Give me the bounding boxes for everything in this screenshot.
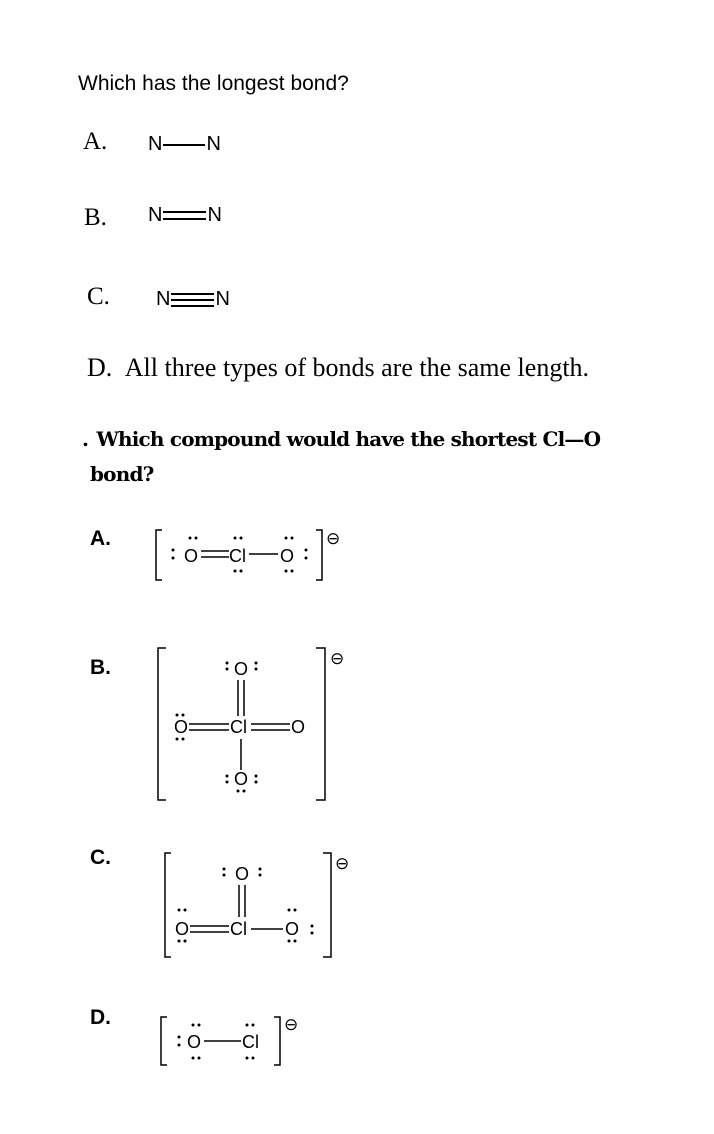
- double-bond: [163, 211, 206, 220]
- negative-charge: ⊖: [284, 1015, 299, 1034]
- atom-n: N: [156, 288, 171, 310]
- negative-charge: ⊖: [335, 854, 350, 873]
- q2-option-b-letter[interactable]: B.: [90, 656, 111, 679]
- question-2-line2: bond?: [90, 462, 154, 486]
- atom-o: O: [235, 864, 250, 884]
- atom-o: O: [187, 1032, 202, 1052]
- single-bond: [163, 144, 205, 146]
- q1-option-b-letter[interactable]: B.: [84, 204, 107, 231]
- q2-option-b-structure[interactable]: [140, 640, 360, 805]
- q2-option-a-structure[interactable]: [150, 525, 370, 585]
- q1-option-d[interactable]: [87, 353, 589, 383]
- question-2-line1: Which compound would have the shortest Cl—O: [96, 427, 601, 451]
- atom-n: N: [215, 288, 230, 310]
- atom-cl: Cl: [230, 919, 247, 939]
- question-2-prompt: [82, 427, 600, 451]
- triple-bond: [171, 293, 214, 307]
- q1-option-c-letter[interactable]: C.: [87, 283, 110, 310]
- atom-n: N: [207, 204, 222, 226]
- atom-o: O: [174, 717, 189, 737]
- negative-charge: ⊖: [326, 529, 341, 548]
- question-1-prompt: Which has the longest bond?: [78, 72, 349, 95]
- q1-option-c-structure[interactable]: [156, 288, 230, 311]
- question-2-prefix: .: [82, 427, 89, 451]
- atom-o: O: [291, 717, 306, 737]
- atom-o: O: [175, 919, 190, 939]
- q2-option-d-structure[interactable]: [155, 1005, 325, 1070]
- q1-option-b-structure[interactable]: [148, 204, 222, 227]
- atom-n: N: [148, 204, 163, 226]
- atom-cl: Cl: [242, 1032, 259, 1052]
- atom-o: O: [184, 546, 199, 566]
- atom-cl: Cl: [229, 546, 246, 566]
- q1-option-a-structure[interactable]: [148, 133, 221, 156]
- q1-option-d-letter: D.: [87, 353, 113, 382]
- atom-n: N: [148, 133, 163, 155]
- q2-option-c-letter[interactable]: C.: [90, 846, 111, 869]
- q1-option-a-letter[interactable]: A.: [83, 128, 108, 155]
- negative-charge: ⊖: [330, 649, 345, 668]
- atom-n: N: [206, 133, 221, 155]
- atom-o: O: [285, 919, 300, 939]
- atom-o: O: [280, 546, 295, 566]
- atom-o: O: [234, 659, 249, 679]
- atom-o: O: [234, 769, 249, 789]
- q1-option-d-text: All three types of bonds are the same length.: [124, 353, 590, 382]
- atom-cl: Cl: [230, 717, 247, 737]
- q2-option-c-structure[interactable]: [155, 845, 370, 965]
- q2-option-d-letter[interactable]: D.: [90, 1006, 111, 1029]
- q2-option-a-letter[interactable]: A.: [90, 527, 111, 550]
